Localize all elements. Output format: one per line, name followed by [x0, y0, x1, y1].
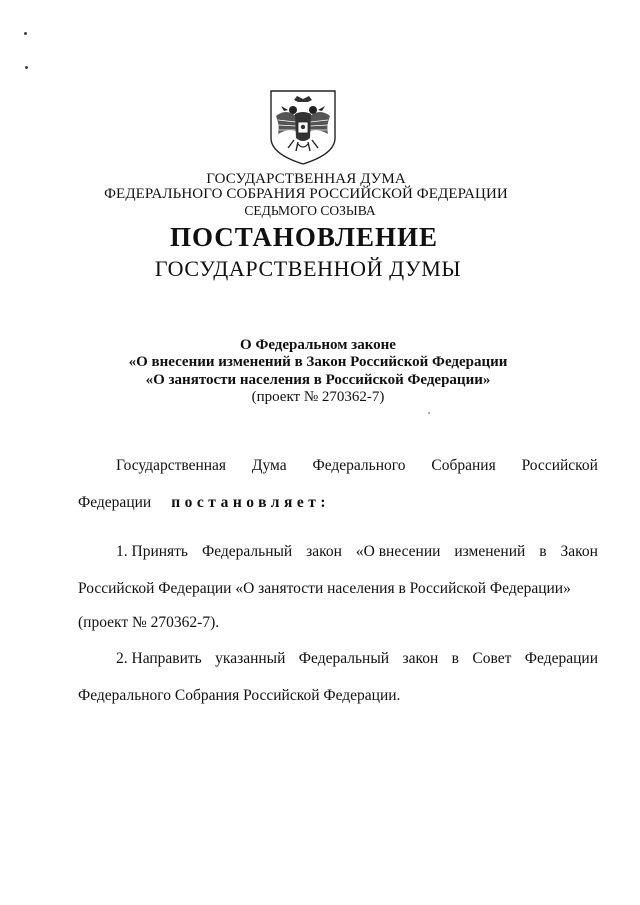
- scan-artifact-dot: [25, 66, 28, 69]
- document-title: ПОСТАНОВЛЕНИЕ: [169, 222, 439, 252]
- coat-of-arms-icon: [268, 88, 338, 166]
- item2-line: [78, 650, 598, 668]
- organization-name-line1: ГОСУДАРСТВЕННАЯ ДУМА: [206, 171, 406, 187]
- item2-line: Федерального Собрания Российской Федерации.: [78, 687, 401, 704]
- word: 2. Направить: [116, 650, 202, 667]
- word: Закон: [560, 543, 598, 560]
- subject-line: «О занятости населения в Российской Федерации»: [145, 372, 491, 388]
- word: Российской: [521, 457, 598, 474]
- document-subtitle: ГОСУДАРСТВЕННОЙ ДУМЫ: [154, 256, 462, 281]
- word: указанный: [215, 650, 286, 667]
- word: изменений: [454, 543, 526, 560]
- word: 1. Принять: [116, 543, 189, 560]
- item1-line: (проект № 270362-7).: [78, 614, 220, 631]
- word: в: [539, 543, 547, 560]
- item1-line: Российской Федерации «О занятости населения в Российской Федерации»: [78, 580, 571, 597]
- subject-line: О Федеральном законе: [240, 337, 396, 353]
- scan-artifact-dot: [428, 412, 430, 414]
- word: в: [451, 650, 459, 667]
- decree-word: постановляет:: [171, 494, 331, 511]
- word: закон: [306, 543, 342, 560]
- word: закон: [402, 650, 439, 667]
- word: «О внесении: [355, 543, 441, 560]
- word: Федеральный: [201, 543, 293, 560]
- preamble-line: [78, 457, 598, 475]
- organization-name-line2: ФЕДЕРАЛЬНОГО СОБРАНИЯ РОССИЙСКОЙ ФЕДЕРАЦИИ: [104, 186, 508, 202]
- subject-line: «О внесении изменений в Закон Российской Федерации: [128, 354, 508, 370]
- item1-line: [78, 543, 598, 561]
- word: Федеральный: [298, 650, 390, 667]
- word: Собрания: [431, 457, 496, 474]
- bill-number: (проект № 270362-7): [251, 389, 385, 405]
- word: Совет: [472, 650, 512, 667]
- preamble-line: [78, 494, 560, 512]
- convocation-label: СЕДЬМОГО СОЗЫВА: [244, 203, 376, 218]
- word: Федерации: [524, 650, 598, 667]
- word: Дума: [251, 457, 287, 474]
- word: Государственная: [116, 457, 227, 474]
- word: Федерального: [312, 457, 406, 474]
- scan-artifact-dot: [24, 32, 27, 35]
- word: Федерации: [78, 494, 152, 511]
